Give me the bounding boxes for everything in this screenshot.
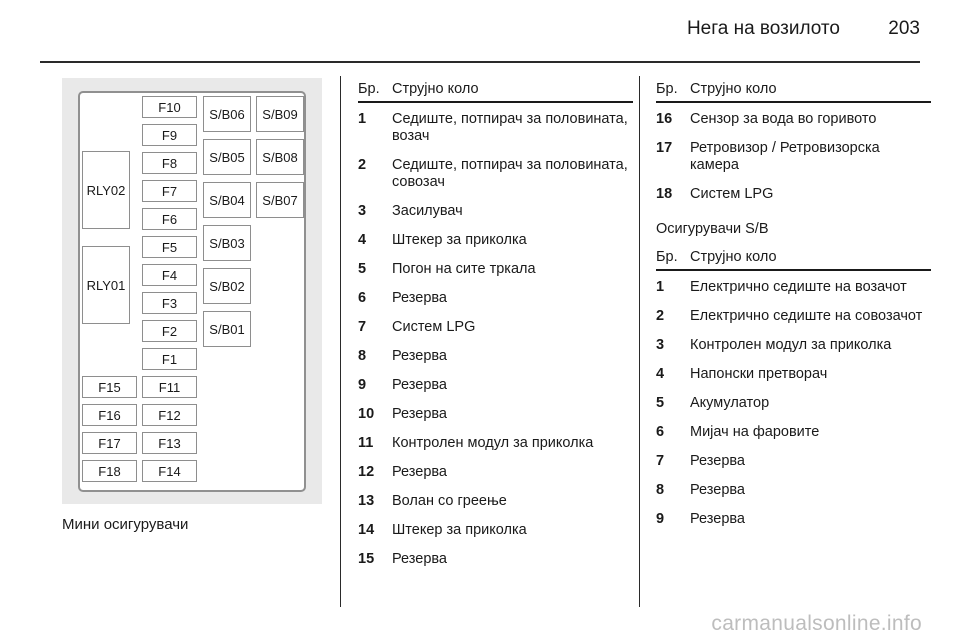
table-row — [358, 282, 633, 311]
table-row — [358, 369, 633, 398]
table-row — [656, 358, 931, 387]
fuse-f3: F3 — [142, 292, 197, 314]
fuse-f10: F10 — [142, 96, 197, 118]
row-circuit: Резерва — [690, 453, 745, 469]
row-number: 5 — [656, 395, 665, 411]
row-circuit: Електрично седиште на совозачот — [690, 308, 923, 324]
fuse-f14: F14 — [142, 460, 197, 482]
fuse-f4: F4 — [142, 264, 197, 286]
row-circuit: Контролен модул за приколка — [392, 435, 594, 451]
fuse-f1: F1 — [142, 348, 197, 370]
fuse-sb06: S/B06 — [203, 96, 251, 132]
watermark-text: carmanualsonline.info — [711, 612, 922, 635]
fuse-f18: F18 — [82, 460, 137, 482]
table-row — [358, 253, 633, 282]
row-circuit: Сензор за вода во горивото — [690, 111, 877, 127]
header-rule — [40, 61, 920, 63]
row-number: 14 — [358, 522, 375, 538]
table-row — [358, 514, 633, 543]
table-header: Бр. Струјно коло — [358, 81, 633, 103]
fuse-sb08: S/B08 — [256, 139, 304, 175]
fuse-box-diagram — [62, 78, 322, 504]
fuse-f6: F6 — [142, 208, 197, 230]
row-number: 2 — [358, 157, 367, 173]
row-circuit: Резерва — [690, 511, 745, 527]
row-circuit: Волан со греење — [392, 493, 507, 509]
fuse-sb04: S/B04 — [203, 182, 251, 218]
row-number: 18 — [656, 186, 673, 202]
table-row — [656, 416, 931, 445]
relay-rly01: RLY01 — [82, 246, 130, 324]
table-row — [656, 503, 931, 532]
row-circuit: Ретровизор / Ретровизорска камера — [690, 140, 880, 173]
row-number: 3 — [656, 337, 665, 353]
row-number: 15 — [358, 551, 375, 567]
relay-rly02: RLY02 — [82, 151, 130, 229]
row-circuit: Резерва — [392, 290, 447, 306]
row-number: 1 — [656, 279, 665, 295]
table-header: Бр. Струјно коло — [656, 81, 931, 103]
fuse-f8: F8 — [142, 152, 197, 174]
row-circuit: Контролен модул за приколка — [690, 337, 892, 353]
table-row — [656, 300, 931, 329]
diagram-caption: Мини осигурувачи — [62, 516, 189, 533]
row-circuit: Штекер за приколка — [392, 232, 527, 248]
fuse-f5: F5 — [142, 236, 197, 258]
row-number: 17 — [656, 140, 673, 156]
row-circuit: Резерва — [392, 464, 447, 480]
row-number: 9 — [656, 511, 665, 527]
table-row — [358, 456, 633, 485]
column-divider — [340, 76, 341, 607]
row-circuit: Седиште, потпирач за половината, возач — [392, 111, 628, 144]
fuse-f7: F7 — [142, 180, 197, 202]
fuse-sb05: S/B05 — [203, 139, 251, 175]
fuse-f13: F13 — [142, 432, 197, 454]
section-title-sb: Осигурувачи S/B — [656, 221, 769, 237]
row-number: 1 — [358, 111, 367, 127]
table-row — [656, 445, 931, 474]
table-row — [358, 195, 633, 224]
fuse-f11: F11 — [142, 376, 197, 398]
row-circuit: Систем LPG — [690, 186, 774, 202]
fuse-sb03: S/B03 — [203, 225, 251, 261]
row-number: 4 — [656, 366, 665, 382]
row-circuit: Седиште, потпирач за половината, совозач — [392, 157, 628, 190]
fuse-f16: F16 — [82, 404, 137, 426]
row-circuit: Погон на сите тркала — [392, 261, 536, 277]
row-number: 8 — [358, 348, 367, 364]
fuse-f9: F9 — [142, 124, 197, 146]
fuse-f15: F15 — [82, 376, 137, 398]
table-row — [358, 485, 633, 514]
row-number: 8 — [656, 482, 665, 498]
table-row — [358, 543, 633, 572]
table-row — [358, 311, 633, 340]
table-row — [656, 103, 931, 132]
row-circuit: Резерва — [392, 377, 447, 393]
fuse-sb07: S/B07 — [256, 182, 304, 218]
fuse-f17: F17 — [82, 432, 137, 454]
row-number: 10 — [358, 406, 375, 422]
table-row — [656, 132, 931, 178]
fuse-sb02: S/B02 — [203, 268, 251, 304]
row-circuit: Електрично седиште на возачот — [690, 279, 907, 295]
row-number: 16 — [656, 111, 673, 127]
table-row — [358, 103, 633, 149]
row-circuit: Напонски претворач — [690, 366, 828, 382]
table-row — [656, 178, 931, 207]
row-number: 6 — [358, 290, 367, 306]
fuse-table-1 — [358, 81, 633, 572]
row-circuit: Резерва — [392, 348, 447, 364]
page-number: 203 — [888, 18, 920, 39]
row-circuit: Акумулатор — [690, 395, 770, 411]
row-circuit: Штекер за приколка — [392, 522, 527, 538]
row-circuit: Резерва — [392, 406, 447, 422]
table-row — [358, 224, 633, 253]
row-number: 5 — [358, 261, 367, 277]
row-number: 11 — [358, 435, 374, 451]
fuse-sb09: S/B09 — [256, 96, 304, 132]
fuse-sb01: S/B01 — [203, 311, 251, 347]
fuse-table-2 — [656, 81, 931, 207]
row-number: 13 — [358, 493, 375, 509]
row-number: 4 — [358, 232, 367, 248]
row-circuit: Засилувач — [392, 203, 463, 219]
fuse-f12: F12 — [142, 404, 197, 426]
table-header: Бр. Струјно коло — [656, 249, 931, 271]
column-divider — [639, 76, 640, 607]
table-row — [656, 329, 931, 358]
table-row — [656, 271, 931, 300]
fuse-f2: F2 — [142, 320, 197, 342]
row-circuit: Резерва — [392, 551, 447, 567]
table-row — [358, 340, 633, 369]
table-row — [358, 398, 633, 427]
page-header — [0, 0, 960, 62]
table-row — [358, 149, 633, 195]
row-number: 3 — [358, 203, 367, 219]
fuse-box-frame — [78, 91, 306, 492]
row-circuit: Резерва — [690, 482, 745, 498]
table-row — [358, 427, 633, 456]
row-circuit: Мијач на фаровите — [690, 424, 820, 440]
fuse-table-sb — [656, 249, 931, 532]
row-number: 9 — [358, 377, 367, 393]
row-circuit: Систем LPG — [392, 319, 476, 335]
table-row — [656, 387, 931, 416]
page-title: Нега на возилото — [686, 18, 840, 39]
table-row — [656, 474, 931, 503]
row-number: 12 — [358, 464, 375, 480]
row-number: 2 — [656, 308, 665, 324]
row-number: 7 — [358, 319, 367, 335]
row-number: 7 — [656, 453, 665, 469]
row-number: 6 — [656, 424, 665, 440]
